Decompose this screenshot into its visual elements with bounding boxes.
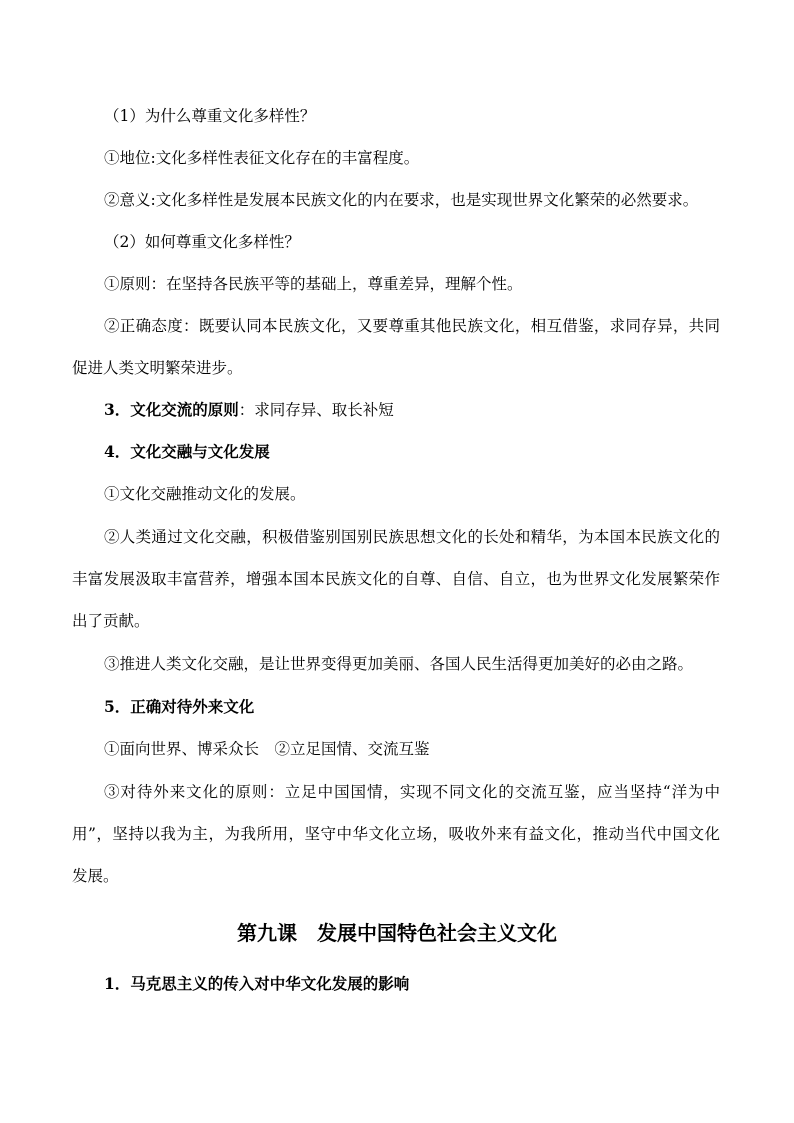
lesson-9-section-1-heading: 1．马克思主义的传入对中华文化发展的影响 (104, 974, 410, 993)
question-2-answer-2-line-2: 促进人类文明繁荣进步。 (72, 359, 243, 377)
question-1-answer-2: ②意义:文化多样性是发展本民族文化的内在要求，也是实现世界文化繁荣的必然要求。 (104, 191, 699, 209)
section-5-paragraph-2-line-1: ③对待外来文化的原则：立足中国国情，实现不同文化的交流互鉴，应当坚持“洋为中 (104, 783, 720, 801)
section-4-paragraph-2-line-1: ②人类通过文化交融，积极借鉴别国别民族思想文化的长处和精华，为本国本民族文化的 (104, 528, 720, 546)
section-5-heading: 5．正确对待外来文化 (104, 697, 255, 716)
section-3 (104, 400, 732, 420)
section-5-paragraph-2-line-2: 用”，坚持以我为主，为我所用，坚守中华文化立场，吸收外来有益文化，推动当代中国文化 (72, 825, 720, 843)
question-1: （1）为什么尊重文化多样性？ (104, 107, 316, 125)
section-4-paragraph-3: ③推进人类文化交融，是让世界变得更加美丽、各国人民生活得更加美好的必由之路。 (104, 655, 694, 673)
question-2: （2）如何尊重文化多样性？ (104, 233, 300, 251)
question-2-answer-1: ①原则：在坚持各民族平等的基础上，尊重差异，理解个性。 (104, 275, 523, 293)
section-3-heading: 3．文化交流的原则 (104, 400, 239, 419)
lesson-title: 第九课 发展中国特色社会主义文化 (237, 921, 557, 945)
question-2-answer-2-line-1: ②正确态度：既要认同本民族文化，又要尊重其他民族文化，相互借鉴，求同存异，共同 (104, 317, 720, 335)
question-1-answer-1: ①地位:文化多样性表征文化存在的丰富程度。 (104, 149, 420, 167)
section-4-paragraph-2-line-3: 出了贡献。 (72, 612, 150, 630)
section-4-paragraph-1: ①文化交融推动文化的发展。 (104, 485, 306, 503)
section-5-paragraph-1: ①面向世界、博采众长 ②立足国情、交流互鉴 (104, 740, 430, 758)
section-5-paragraph-2-line-3: 发展。 (72, 867, 119, 885)
section-4-paragraph-2-line-2: 丰富发展汲取丰富营养，增强本国本民族文化的自尊、自信、自立，也为世界文化发展繁荣作 (72, 570, 720, 588)
section-4-heading: 4．文化交融与文化发展 (104, 442, 270, 461)
section-3-body: ：求同存异、取长补短 (238, 401, 394, 419)
